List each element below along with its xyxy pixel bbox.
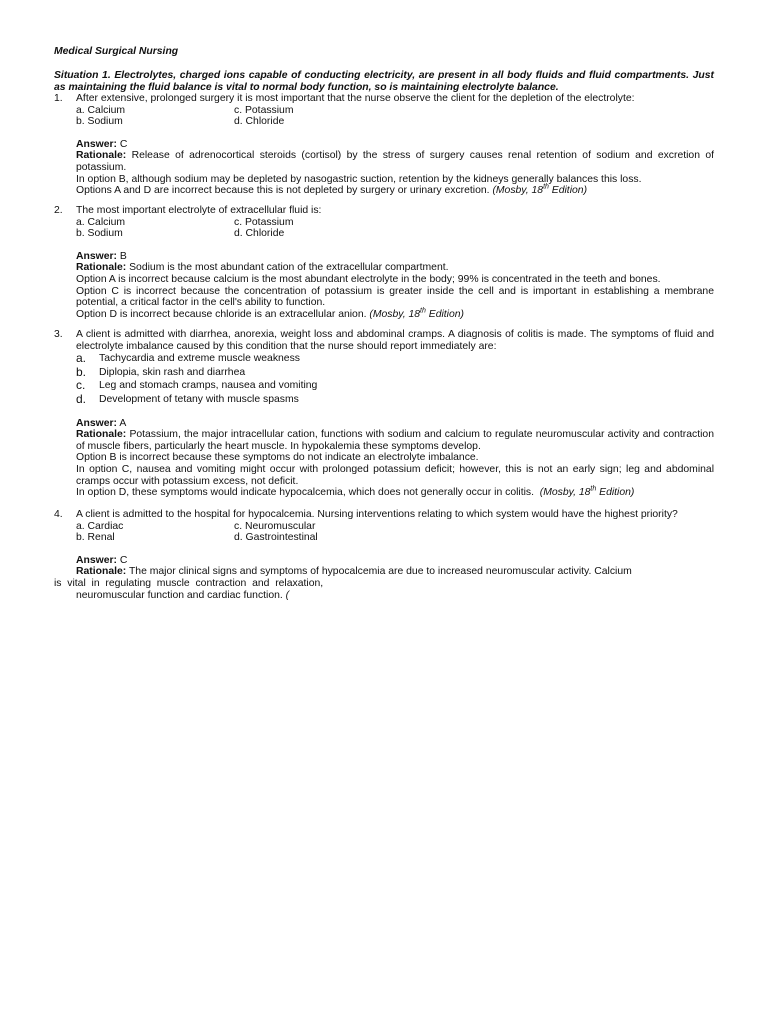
option-d: d. Gastrointestinal [234,532,318,544]
options [76,105,714,128]
rationale-line: is vital in regulating muscle contraction and relaxation, [54,577,324,589]
rationale-line: Option D is incorrect because chloride is an extracellular anion. [76,308,367,320]
question-3 [54,329,714,499]
option-b: b. Sodium [76,228,123,240]
answer-value: B [119,250,127,262]
option-d: d. Chloride [234,116,285,128]
option-a: a. Calcium [76,104,126,116]
option-item: d. Development of tetany with muscle spasms [76,391,299,406]
answer-block [54,554,714,601]
question-4 [54,509,714,601]
rationale-text: The major clinical signs and symptoms of hypocalcemia are due to increased neuromuscular activity. Calcium [128,566,632,578]
situation-intro: Situation 1. Electrolytes, charged ions capable of conducting electricity, are present in all body fluids and fluid compartments. Just as maintaining the fluid balance is vital to normal body function, so is maintaining electrolyte balance. [54,70,714,93]
answer-value: C [119,554,128,566]
option-item: c. Leg and stomach cramps, nausea and vomiting [76,378,318,393]
rationale-text: Potassium, the major intracellular cation, functions with sodium and calcium to regulate neuromuscular activity and contraction of muscle fibers, particularly the heart muscle. In hypokalemia these symptoms develop. [76,429,714,452]
answer-label: Answer: [76,138,117,150]
answer-block [76,418,714,499]
rationale-line: In option B, although sodium may be depleted by nasogastric suction, retention by the kidneys generally balances this loss. [76,173,642,185]
question-text: A client is admitted with diarrhea, anorexia, weight loss and abdominal cramps. A diagnosis of colitis is made. The symptoms of fluid and electrolyte imbalance caused by this condition that the nurse should report immediately are: [76,329,714,352]
option-b: b. Renal [76,532,115,544]
rationale-label: Rationale: [76,566,127,578]
option-c: c. Neuromuscular [234,520,316,532]
citation: (Mosby, 18th Edition) [492,183,588,197]
answer-label: Answer: [76,250,117,262]
rationale-label: Rationale: [76,262,127,274]
citation: (Mosby, 18th Edition) [539,485,635,499]
rationale-line: In option D, these symptoms would indicate hypocalcemia, which does not generally occur in colitis. [76,487,534,499]
option-c: c. Potassium [234,216,294,228]
option-b: b. Sodium [76,116,123,128]
question-number: 1. [54,93,63,104]
rationale-text: Sodium is the most abundant cation of the extracellular compartment. [129,262,449,274]
answer-block [76,251,714,321]
option-a: a. Cardiac [76,520,124,532]
answer-label: Answer: [76,417,117,429]
question-number: 4. [54,509,63,520]
rationale-line: Option A is incorrect because calcium is the most abundant electrolyte in the body; 99% is concentrated in the teeth and bones. [76,273,661,285]
question-2 [54,205,714,320]
options [76,521,714,544]
rationale-line: Option B is incorrect because these symptoms do not indicate an electrolyte imbalance. [76,452,479,464]
answer-label: Answer: [76,554,117,566]
rationale-label: Rationale: [76,429,127,441]
citation: (Mosby, 18th Edition) [369,307,464,320]
rationale-line: In option C, nausea and vomiting might occur with prolonged potassium deficit; however, this is not an early sign; leg and abdominal cramps occur with potassium excess, not deficit. [76,463,714,487]
question-number: 3. [54,329,63,340]
question-number: 2. [54,205,63,216]
answer-value: A [119,417,127,429]
question-text: After extensive, prolonged surgery it is most important that the nurse observe the client for the depletion of the electrolyte: [76,93,635,104]
option-a: a. Calcium [76,216,126,228]
citation: ( [285,589,290,601]
rationale-line: Options A and D are incorrect because this is not depleted by surgery or urinary excretion. [76,185,490,197]
option-item: a. Tachycardia and extreme muscle weakness [76,351,300,366]
document-title: Medical Surgical Nursing [54,46,179,57]
rationale-label: Rationale: [76,150,127,162]
question-text: The most important electrolyte of extracellular fluid is: [76,205,322,216]
question-1 [54,93,714,197]
options [76,217,714,240]
rationale-text: Release of adrenocortical steroids (cortisol) by the stress of surgery causes renal retention of sodium and excretion of potassium. [76,150,715,173]
answer-value: C [119,138,128,150]
rationale-line: neuromuscular function and cardiac function. [76,589,283,601]
answer-block [76,139,714,197]
option-d: d. Chloride [234,228,285,240]
rationale-line: Option C is incorrect because the concentration of potassium is greater inside the cell and is important in establishing a membrane potential, a critical factor in the cell's ability to function. [76,285,714,309]
option-c: c. Potassium [234,104,294,116]
options [76,352,714,406]
option-item: b. Diplopia, skin rash and diarrhea [76,364,246,379]
question-text: A client is admitted to the hospital for hypocalcemia. Nursing interventions relating to which system would have the highest priority? [76,509,678,520]
